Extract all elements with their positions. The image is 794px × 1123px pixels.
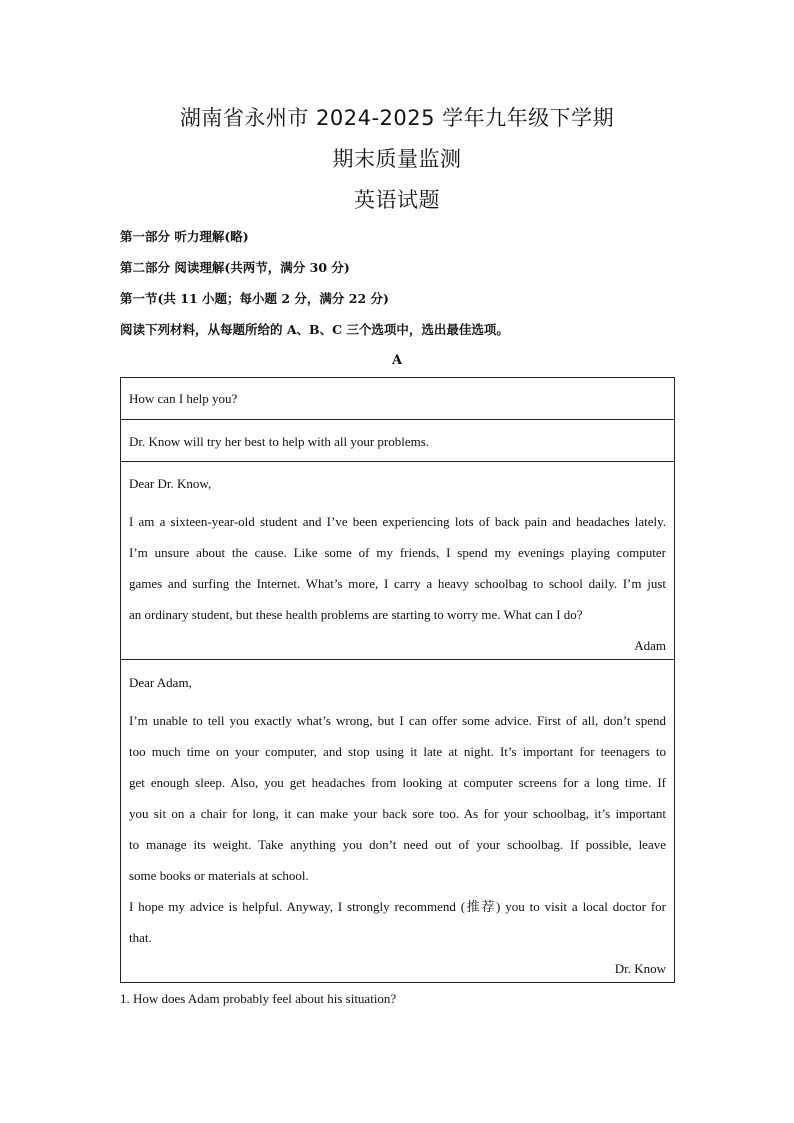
letter-line: I’m unsure about the cause. Like some of my friends, I spend my evenings playing computer (129, 545, 666, 560)
part2-heading: 第二部分 阅读理解(共两节，满分 30 分) (120, 260, 350, 275)
reply-signature: Dr. Know (614, 961, 666, 976)
reply-line: I’m unable to tell you exactly what’s wrong, but I can offer some advice. First of all, don’t spend (129, 713, 666, 728)
reply-letter-cell (121, 660, 674, 982)
column-title-cell (121, 378, 674, 420)
reply-line: to manage its weight. Take anything you don’t need out of your schoolbag. If possible, leave (129, 837, 666, 852)
letter-signature: Adam (634, 638, 666, 653)
reading-instruction: 阅读下列材料，从每题所给的 A、B、C 三个选项中，选出最佳选项。 (120, 322, 509, 337)
reply-line: too much time on your computer, and stop using it late at night. It’s important for teenagers to (129, 744, 666, 759)
reply-line: that. (129, 930, 152, 945)
letter-line: an ordinary student, but these health problems are starting to worry me. What can I do? (129, 607, 583, 622)
passage-label: A (391, 353, 403, 368)
letter-line: games and surfing the Internet. What’s more, I carry a heavy schoolbag to school daily. I’m just (129, 576, 666, 591)
part1-heading: 第一部分 听力理解(略) (120, 229, 249, 244)
reply-line: you sit on a chair for long, it can make your back sore too. As for your schoolbag, it’s important (129, 806, 666, 821)
column-intro-cell (121, 420, 674, 462)
advice-column-table (120, 377, 675, 983)
reply-line: some books or materials at school. (129, 868, 309, 883)
reply-line: I hope my advice is helpful. Anyway, I strongly recommend (推荐) you to visit a local doctor for (129, 899, 666, 914)
question-1: 1. How does Adam probably feel about his situation? (120, 991, 397, 1006)
reply-line: get enough sleep. Also, you get headaches from looking at computer screens for a long time. If (129, 775, 666, 790)
letter-line: I am a sixteen-year-old student and I’ve been experiencing lots of back pain and headaches lately. (129, 514, 666, 529)
letter-greeting: Dear Dr. Know, (129, 476, 212, 491)
column-title: How can I help you? (129, 391, 238, 406)
exam-title-line1: 湖南省永州市 2024-2025 学年九年级下学期 (179, 106, 615, 130)
section1-heading: 第一节(共 11 小题；每小题 2 分，满分 22 分) (120, 291, 389, 306)
reply-greeting: Dear Adam, (129, 675, 192, 690)
column-intro: Dr. Know will try her best to help with all your problems. (129, 434, 430, 449)
exam-title-line2: 期末质量监测 (332, 147, 462, 171)
adam-letter-cell (121, 462, 674, 660)
exam-subject-title: 英语试题 (354, 188, 440, 212)
